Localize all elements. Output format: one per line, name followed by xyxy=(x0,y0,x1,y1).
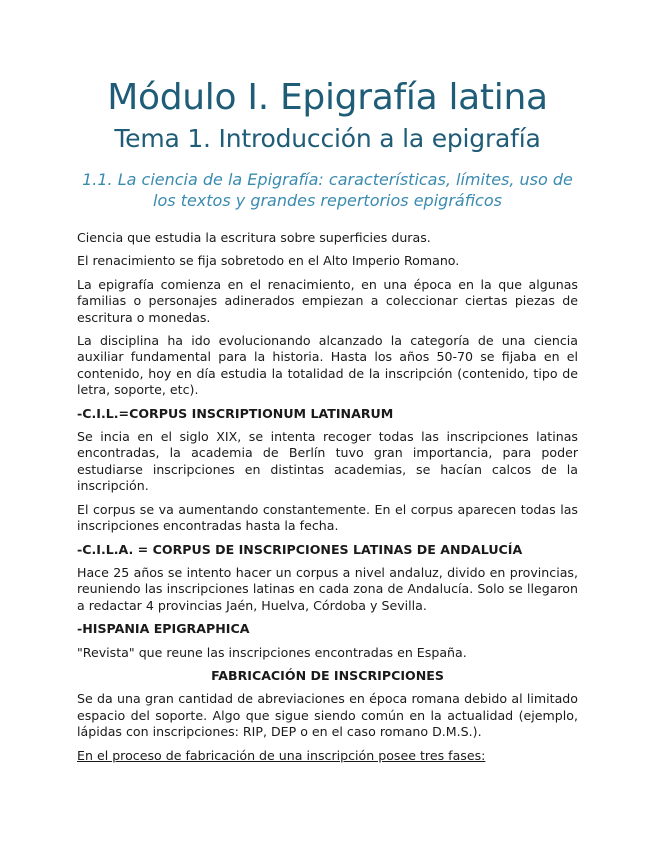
section-title: 1.1. La ciencia de la Epigrafía: características, límites, uso de los textos y grandes repertorios epigráficos xyxy=(82,170,573,210)
document-page xyxy=(77,0,578,764)
paragraph-renacimiento: El renacimiento se fija sobretodo en el Alto Imperio Romano. xyxy=(77,253,460,269)
document-subtitle: Tema 1. Introducción a la epigrafía xyxy=(114,124,541,153)
paragraph-cil-origen: Se incia en el siglo XIX, se intenta recoger todas las inscripciones latinas encontradas, la academia de Berlín tuvo gran importancia, para poder estudiarse inscripciones en distintas academias, se hacían calcos de la inscripción. xyxy=(77,429,578,494)
paragraph-fases: En el proceso de fabricación de una inscripción posee tres fases: xyxy=(77,747,486,763)
paragraph-definition: Ciencia que estudia la escritura sobre superficies duras. xyxy=(77,230,431,245)
paragraph-origen: La epigrafía comienza en el renacimiento, en una época en la que algunas familias o personajes adinerados empiezan a coleccionar ciertas piezas de escritura o monedas. xyxy=(77,276,578,325)
paragraph-disciplina: La disciplina ha ido evolucionando alcanzado la categoría de una ciencia auxiliar fundamental para la historia. Hasta los años 50-70 se fijaba en el contenido, hoy en día estudia la totalidad de la inscripción (contenido, tipo de letra, soporte, etc). xyxy=(77,333,578,398)
paragraph-cila: Hace 25 años se intento hacer un corpus a nivel andaluz, divido en provincias, reuniendo las inscripciones latinas en cada zona de Andalucía. Solo se llegaron a redactar 4 provincias Jaén, Huelva, Córdoba y Sevilla. xyxy=(77,564,578,613)
heading-fabricacion: FABRICACIÓN DE INSCRIPCIONES xyxy=(211,667,444,683)
document-title: Módulo I. Epigrafía latina xyxy=(107,77,548,118)
heading-cil: -C.I.L.=CORPUS INSCRIPTIONUM LATINARUM xyxy=(77,405,394,421)
paragraph-abreviaciones: Se da una gran cantidad de abreviaciones en época romana debido al limitado espacio del soporte. Algo que sigue siendo común en la actualidad (ejemplo, lápidas con inscripciones: RIP, DEP o en el caso romano D.M.S.). xyxy=(77,691,578,740)
paragraph-hispania: "Revista" que reune las inscripciones encontradas en España. xyxy=(77,644,467,660)
heading-cila: -C.I.L.A. = CORPUS DE INSCRIPCIONES LATINAS DE ANDALUCÍA xyxy=(77,541,523,557)
paragraph-cil-corpus: El corpus se va aumentando constantemente. En el corpus aparecen todas las inscripciones encontradas hasta la fecha. xyxy=(77,501,578,534)
heading-hispania: -HISPANIA EPIGRAPHICA xyxy=(77,621,250,637)
